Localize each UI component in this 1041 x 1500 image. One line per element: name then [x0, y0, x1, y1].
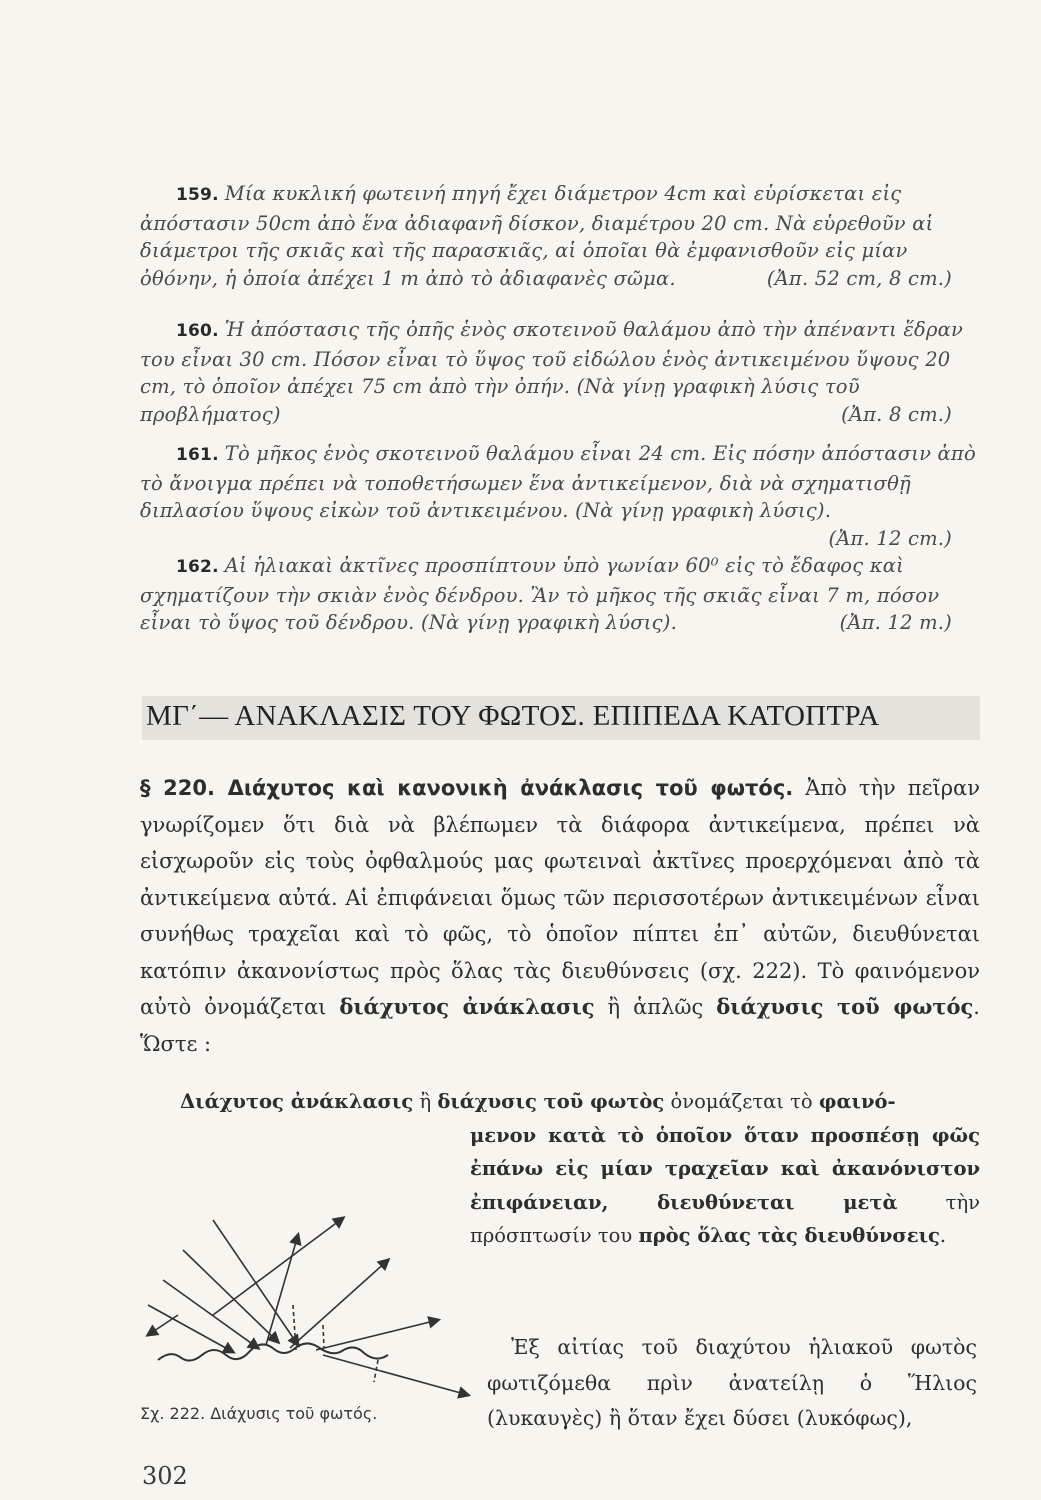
term-diffusion: διάχυσις τοῦ φωτός	[716, 994, 974, 1019]
problem-161	[140, 440, 980, 552]
def-term: Διάχυτος ἀνάκλασις	[180, 1090, 414, 1113]
problem-159	[140, 180, 980, 292]
def-text: τὴν πρόσπτωσίν του	[470, 1190, 980, 1247]
def-text: ἢ	[413, 1090, 438, 1113]
problem-text: Μία κυκλική φωτεινή πηγή ἔχει διάμετρον 4cm καὶ εὑρίσκεται εἰς ἀπόστασιν 50cm ἀπὸ ἕνα ἀδιαφανῆ δίσκον, διαμέτρου 20 cm. Νὰ εὑρεθοῦν αἱ διάμετροι τῆς σκιᾶς καὶ τῆς παρασκιᾶς, αἱ ὁποῖαι θὰ ἐμφανισθοῦν εἰς μίαν ὀθόνην, ἡ ὁποία ἀπέχει 1 m ἀπὸ τὸ ἀδιαφανὲς σῶμα.	[140, 182, 934, 290]
problem-number: 161.	[176, 445, 219, 465]
def-text: ὀνομάζεται τὸ	[664, 1090, 819, 1113]
def-text-bold: μενον κατὰ τὸ ὁποῖον ὅταν προσπέσῃ φῶς ἐπάνω εἰς μίαν τραχεῖαν καὶ ἀκανόνιστον ἐπιφάνειαν, διευθύνεται μετὰ	[470, 1123, 980, 1214]
term-diffuse-reflection: διάχυτος ἀνάκλασις	[339, 994, 595, 1019]
problem-number: 162.	[176, 557, 219, 577]
def-text: .	[939, 1224, 947, 1247]
rough-surface	[158, 1343, 388, 1360]
problem-text: Τὸ μῆκος ἑνὸς σκοτεινοῦ θαλάμου εἶναι 24 cm. Εἰς πόσην ἀπόστασιν ἀπὸ τὸ ἄνοιγμα πρέπει νὰ τοποθετήσωμεν ἕνα ἀντικείμενον, διὰ νὰ σχηματισθῇ διπλασίου ὕψους εἰκὼν τοῦ ἀντικειμένου. (Νὰ γίνῃ γραφικὴ λύσις).	[140, 442, 976, 522]
problem-text: Αἱ ἡλιακαὶ ἀκτῖνες προσπίπτουν ὑπὸ γωνίαν 60⁰ εἰς τὸ ἔδαφος καὶ σχηματίζουν τὴν σκιὰν ἑνὸς δένδρου. Ἂν τὸ μῆκος τῆς σκιᾶς εἶναι 7 m, πόσον εἶναι τὸ ὕψος τοῦ δένδρου. (Νὰ γίνῃ γραφικὴ λύσις).	[140, 554, 940, 634]
problem-answer: (Ἀπ. 12 m.)	[839, 611, 952, 634]
chapter-title: ΜΓ΄— ΑΝΑΚΛΑΣΙΣ ΤΟΥ ΦΩΤΟΣ. ΕΠΙΠΕΔΑ ΚΑΤΟΠΤΡΑ	[146, 700, 880, 732]
reflected-ray	[213, 1218, 343, 1315]
diffusion-figure	[138, 1200, 478, 1400]
paragraph-twilight	[487, 1330, 977, 1437]
chapter-title-banner	[142, 696, 980, 740]
section-text: ἢ ἁπλῶς	[594, 995, 717, 1019]
section-text: Ἀπὸ τὴν πεῖραν γνωρίζομεν ὅτι διὰ νὰ βλέπωμεν τὰ διάφορα ἀντικείμενα, πρέπει νὰ εἰσχωροῦν εἰς τοὺς ὀφθαλμούς μας φωτειναὶ ἀκτῖνες προερχόμεναι ἀπὸ τὰ ἀντικείμενα αὐτά. Αἱ ἐπιφάνειαι ὅμως τῶν περισσοτέρων ἀντικειμένων εἶναι συνήθως τραχεῖαι καὶ τὸ φῶς, τὸ ὁποῖον πίπτει ἐπ᾽ αὐτῶν, διευθύνεται κατόπιν ἀκανονίστως πρὸς ὅλας τὰς διευθύνσεις (σχ. 222). Τὸ φαινόμενον αὐτὸ ὀνομάζεται	[140, 776, 981, 1019]
problem-text: Ἡ ἀπόστασις τῆς ὀπῆς ἑνὸς σκοτεινοῦ θαλάμου ἀπὸ τὴν ἀπέναντι ἕδραν του εἶναι 30 cm. Πόσον εἶναι τὸ ὕψος τοῦ εἰδώλου ἑνὸς ἀντικειμένου ὕψους 20 cm, τὸ ὁποῖον ἀπέχει 75 cm ἀπὸ τὴν ὀπήν. (Νὰ γίνῃ γραφικὴ λύσις τοῦ προβλήματος)	[140, 318, 964, 426]
normal-line	[374, 1360, 378, 1382]
incident-ray	[213, 1220, 298, 1345]
paragraph-text: Ἐξ αἰτίας τοῦ διαχύτου ἡλιακοῦ φωτὸς φωτιζόμεθα πρὶν ἀνατείλῃ ὁ Ἥλιος (λυκαυγὲς) ἢ ὅταν ἔχει δύσει (λυκόφως),	[487, 1335, 977, 1430]
problem-162	[140, 552, 980, 637]
incident-ray	[148, 1305, 233, 1352]
reflected-ray	[148, 1315, 178, 1335]
normal-line	[323, 1325, 324, 1348]
problem-number: 160.	[176, 321, 219, 341]
problem-answer: (Ἀπ. 8 cm.)	[841, 402, 952, 426]
problem-number: 159.	[176, 185, 219, 205]
reflected-ray	[316, 1320, 438, 1350]
section-heading: § 220. Διάχυτος καὶ κανονικὴ ἀνάκλασις τοῦ φωτός.	[140, 776, 794, 800]
problem-answer: (Ἀπ. 52 cm, 8 cm.)	[766, 266, 952, 290]
problem-answer: (Ἀπ. 12 cm.)	[828, 526, 952, 550]
def-term: φαινό-	[818, 1090, 896, 1113]
figure-caption: Σχ. 222. Διάχυσις τοῦ φωτός.	[140, 1404, 378, 1423]
problem-160	[140, 316, 980, 428]
reflected-ray	[266, 1235, 298, 1345]
reflected-ray	[323, 1355, 468, 1395]
def-text-bold: πρὸς ὅλας τὰς διευθύνσεις	[638, 1224, 940, 1247]
page-number: 302	[142, 1462, 188, 1490]
section-220	[140, 770, 980, 1062]
section-text: . Ὥστε :	[140, 995, 980, 1056]
incident-ray	[163, 1280, 258, 1348]
reflected-ray	[290, 1260, 388, 1348]
def-term: διάχυσις τοῦ φωτὸς	[437, 1090, 665, 1113]
